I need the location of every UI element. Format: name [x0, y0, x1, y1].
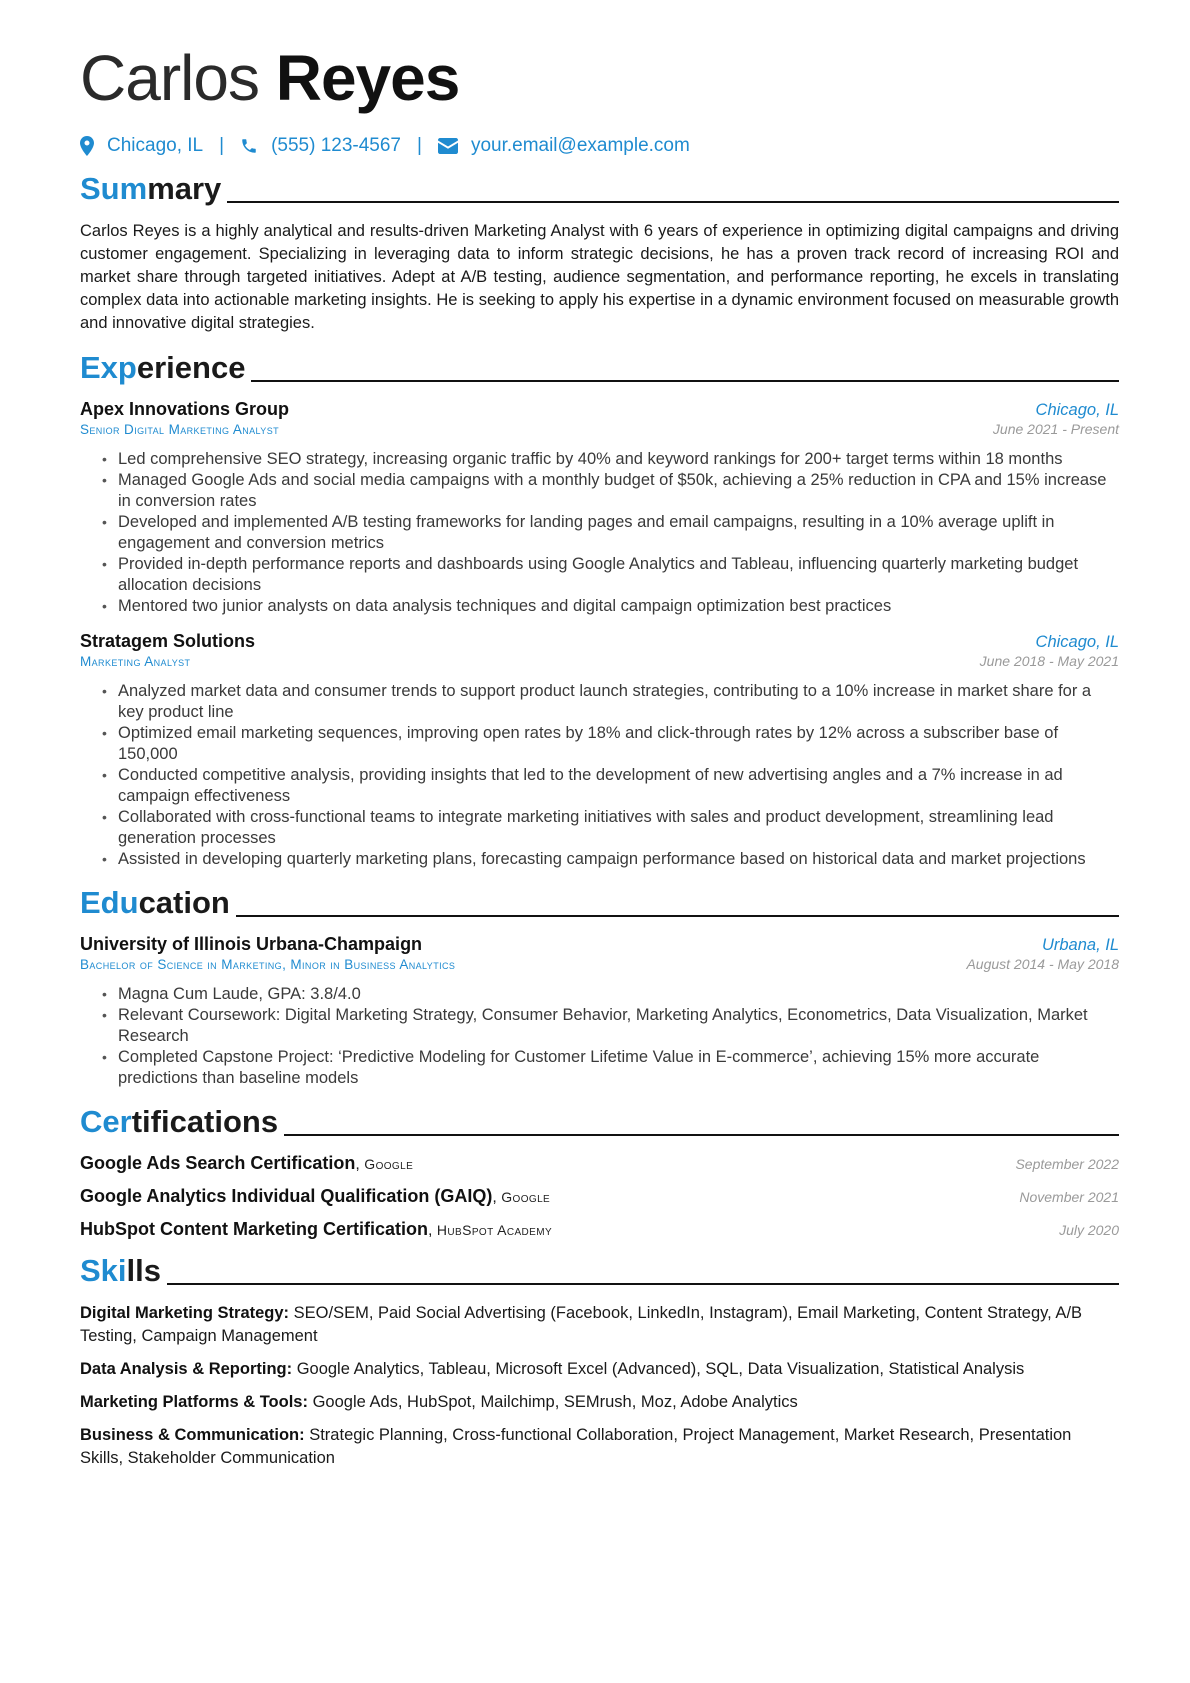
section-divider — [284, 1134, 1119, 1136]
section-divider — [236, 915, 1119, 917]
certification-issuer: Google — [501, 1189, 551, 1205]
list-item: • Led comprehensive SEO strategy, increasing organic traffic by 40% and keyword rankings for 200+ target terms within 18 months — [118, 449, 1119, 470]
certification-issuer: Google — [364, 1156, 414, 1172]
certification-issuer: HubSpot Academy — [436, 1222, 553, 1238]
skill-category: Business & Communication: — [80, 1426, 305, 1444]
employer-name: Apex Innovations Group — [80, 399, 290, 419]
job-dates: June 2021 - Present — [992, 421, 1119, 437]
candidate-name — [80, 40, 1119, 116]
employer-name: Stratagem Solutions — [80, 631, 256, 651]
education-bullets — [80, 984, 1119, 1089]
resume-page — [80, 40, 1119, 1470]
list-item: • Conducted competitive analysis, providing insights that led to the development of new advertising angles and a 7% increase in ad campaign effectiveness — [118, 765, 1119, 807]
section-title: Education — [80, 885, 230, 920]
experience-entry — [80, 631, 1119, 870]
job-dates: June 2018 - May 2021 — [979, 653, 1119, 669]
first-name: Carlos — [80, 42, 259, 114]
section-divider — [251, 380, 1119, 382]
list-item: • Analyzed market data and consumer trends to support product launch strategies, contributing to a 10% increase in market share for a key product line — [118, 681, 1119, 723]
list-item: • Assisted in developing quarterly marketing plans, forecasting campaign performance based on historical data and market projections — [118, 849, 1119, 870]
skill-row — [80, 1302, 1119, 1348]
job-location: Chicago, IL — [1035, 633, 1119, 651]
section-title: Skills — [80, 1253, 161, 1288]
certification-date: September 2022 — [1015, 1156, 1119, 1172]
email-text: your.email@example.com — [470, 135, 690, 156]
experience-entry — [80, 399, 1119, 617]
envelope-icon — [438, 138, 458, 154]
list-item: • Relevant Coursework: Digital Marketing Strategy, Consumer Behavior, Marketing Analytics, Econometrics, Data Visualization, Market Research — [118, 1005, 1119, 1047]
section-header-skills — [80, 1254, 1119, 1288]
section-header-experience — [80, 351, 1119, 385]
skill-row — [80, 1358, 1119, 1381]
certification-item: Google Ads Search Certification, Google September 2022 — [80, 1153, 1119, 1173]
skill-list: SEO/SEM, Paid Social Advertising (Facebook, LinkedIn, Instagram), Email Marketing, Content Strategy, A/B Testing, Campaign Management — [80, 1304, 1083, 1345]
job-location: Chicago, IL — [1035, 401, 1119, 419]
skill-row — [80, 1391, 1119, 1414]
education-entry — [80, 934, 1119, 1089]
contact-email[interactable] — [438, 134, 690, 158]
section-divider — [167, 1283, 1119, 1285]
list-item: • Provided in-depth performance reports and dashboards using Google Analytics and Tableau, influencing quarterly marketing budget allocation decisions — [118, 554, 1119, 596]
contact-separator: | — [417, 135, 422, 156]
section-title: Experience — [80, 350, 246, 385]
skill-list: Strategic Planning, Cross-functional Collaboration, Project Management, Market Research, Presentation Skills, Stakeholder Communication — [80, 1426, 1072, 1467]
section-header-certifications — [80, 1105, 1119, 1139]
contact-line — [80, 134, 1119, 158]
contact-separator: | — [219, 135, 225, 156]
job-title: Marketing Analyst — [80, 654, 191, 669]
list-item: • Collaborated with cross-functional teams to integrate marketing initiatives with sales and product development, streamlining lead generation processes — [118, 807, 1119, 849]
job-title: Senior Digital Marketing Analyst — [80, 422, 280, 437]
certification-name: Google Analytics Individual Qualification (GAIQ) — [80, 1186, 493, 1206]
list-item: • Magna Cum Laude, GPA: 3.8/4.0 — [118, 984, 1119, 1005]
section-header-education — [80, 886, 1119, 920]
certification-name: HubSpot Content Marketing Certification — [80, 1219, 428, 1239]
school-name: University of Illinois Urbana-Champaign — [80, 934, 423, 954]
list-item: • Mentored two junior analysts on data analysis techniques and digital campaign optimization best practices — [118, 596, 1119, 617]
section-title: Certifications — [80, 1104, 279, 1139]
skill-category: Marketing Platforms & Tools: — [80, 1393, 308, 1411]
skill-list: Google Ads, HubSpot, Mailchimp, SEMrush, Moz, Adobe Analytics — [312, 1393, 798, 1411]
list-item: • Optimized email marketing sequences, improving open rates by 18% and click-through rates by 12% across a subscriber base of 150,000 — [118, 723, 1119, 765]
section-header-summary — [80, 172, 1119, 206]
location-text: Chicago, IL — [107, 135, 204, 156]
education-dates: August 2014 - May 2018 — [966, 956, 1119, 972]
summary-text: Carlos Reyes is a highly analytical and results-driven Marketing Analyst with 6 years of experience in optimizing digital campaigns and driving customer engagement. Specializing in leveraging data to inform strategic decisions, he has a proven track record of increasing ROI and market share through targeted initiatives. Adept at A/B testing, audience segmentation, and performance reporting, he excels in translating complex data into actionable marketing insights. He is seeking to apply his expertise in a dynamic environment focused on measurable growth and innovative digital strategies. — [80, 222, 1119, 332]
list-item: • Completed Capstone Project: ‘Predictive Modeling for Customer Lifetime Value in E-commerce’, achieving 15% more accurate predictions than baseline models — [118, 1047, 1119, 1089]
job-bullets — [80, 449, 1119, 617]
skill-category: Data Analysis & Reporting: — [80, 1360, 293, 1378]
certification-name: Google Ads Search Certification — [80, 1153, 356, 1173]
job-bullets — [80, 681, 1119, 870]
phone-icon — [240, 137, 258, 155]
map-pin-icon — [80, 136, 94, 156]
skill-row — [80, 1424, 1119, 1470]
section-divider — [227, 201, 1119, 203]
certification-item: HubSpot Content Marketing Certification, HubSpot Academy July 2020 — [80, 1219, 1119, 1239]
contact-location — [80, 134, 203, 158]
certification-item: Google Analytics Individual Qualification (GAIQ), Google November 2021 — [80, 1186, 1119, 1206]
list-item: • Managed Google Ads and social media campaigns with a monthly budget of $50k, achieving a 25% reduction in CPA and 15% increase in conversion rates — [118, 470, 1119, 512]
school-location: Urbana, IL — [1041, 936, 1119, 954]
phone-text: (555) 123-4567 — [271, 135, 401, 156]
skill-list: Google Analytics, Tableau, Microsoft Excel (Advanced), SQL, Data Visualization, Statistical Analysis — [296, 1360, 1025, 1378]
list-item: • Developed and implemented A/B testing frameworks for landing pages and email campaigns, resulting in a 10% average uplift in engagement and conversion metrics — [118, 512, 1119, 554]
degree: Bachelor of Science in Marketing, Minor in Business Analytics — [80, 957, 456, 972]
certification-date: November 2021 — [1019, 1189, 1119, 1205]
skill-category: Digital Marketing Strategy: — [80, 1304, 290, 1322]
certification-date: July 2020 — [1059, 1222, 1119, 1238]
section-title: Summary — [80, 171, 222, 206]
contact-phone[interactable] — [240, 134, 401, 158]
last-name: Reyes — [275, 42, 460, 114]
